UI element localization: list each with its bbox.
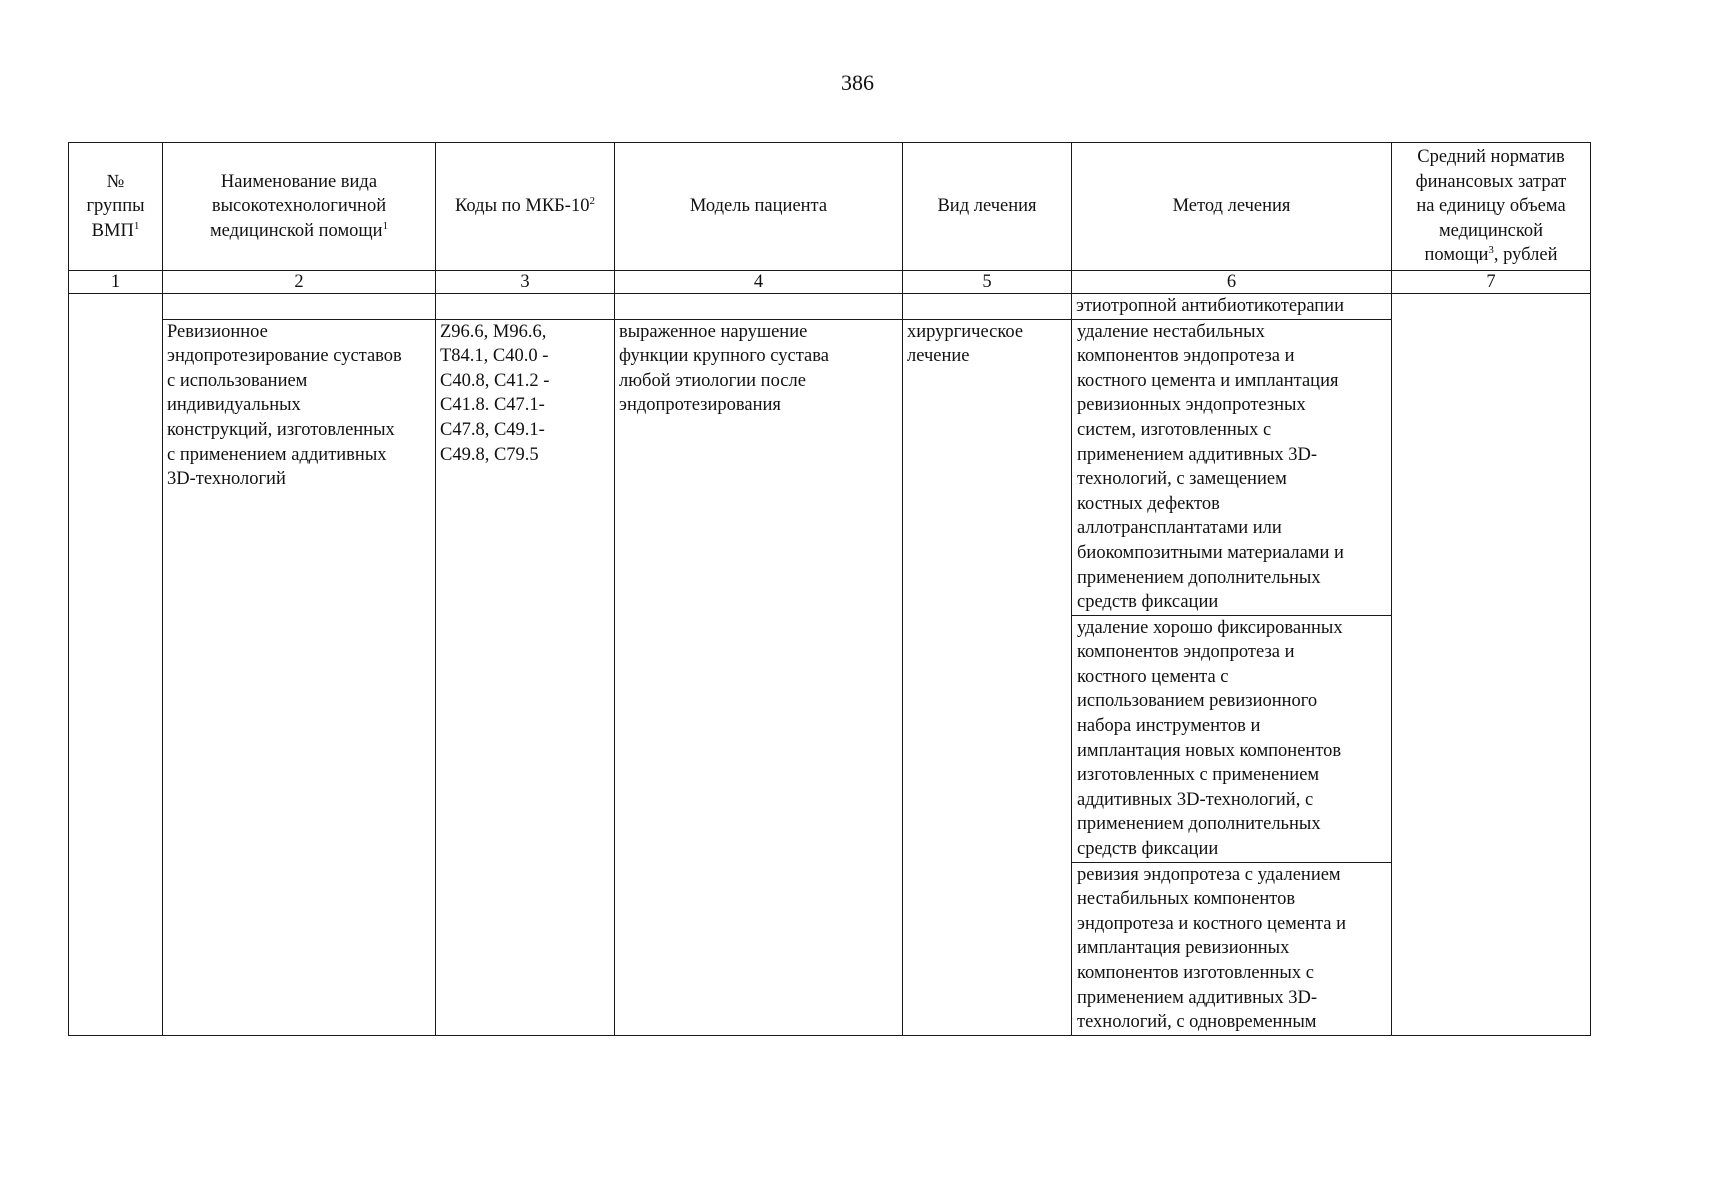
column-number: 3 [436, 270, 615, 293]
column-number-row [69, 270, 1591, 293]
column-number: 4 [615, 270, 903, 293]
method-item: ревизия эндопротеза с удалением нестабильных компонентов эндопротеза и костного цемента и имплантация ревизионных компонентов изготовленных с применением аддитивных 3D- технологий, с одновременным [1077, 864, 1347, 1033]
column-number: 2 [163, 270, 436, 293]
column-number: 7 [1392, 270, 1591, 293]
continuation-row [69, 293, 1591, 319]
cell-empty [163, 293, 436, 319]
column-number: 5 [903, 270, 1072, 293]
method-item: удаление хорошо фиксированных компонентов эндопротеза и костного цемента с использованием ревизионного набора инструментов и имплантация новых компонентов изготовленных с применением аддитивных 3D-технологий, с применением дополнительных средств фиксации [1072, 616, 1391, 863]
table-row [69, 319, 1591, 1035]
cell-empty [615, 293, 903, 319]
cell-group-number [69, 293, 163, 1035]
cell-treatment-methods [1072, 319, 1392, 1035]
cell-treatment-type: хирургическое лечение [903, 319, 1072, 1035]
cell-icd-codes: Z96.6, M96.6, T84.1, C40.0 - C40.8, C41.2 - C41.8. C47.1- C47.8, C49.1- C49.8, C79.5 [436, 319, 615, 1035]
cell-patient-model: выраженное нарушение функции крупного сустава любой этиологии после эндопротезирования [615, 319, 903, 1035]
cell-empty [903, 293, 1072, 319]
column-number: 6 [1072, 270, 1392, 293]
header-patient-model: Модель пациента [615, 143, 903, 271]
page-number: 386 [841, 70, 874, 95]
header-group-number: № группы ВМП$^1$ [69, 143, 163, 271]
header-cost-norm: Средний норматив финансовых затрат на единицу объема медицинской помощи$^3$, рублей [1392, 143, 1591, 271]
cell-cost-norm [1392, 293, 1591, 1035]
header-treatment-type: Вид лечения [903, 143, 1072, 271]
cell-empty [436, 293, 615, 319]
header-treatment-method: Метод лечения [1072, 143, 1392, 271]
cell-care-type: Ревизионное эндопротезирование суставов с использованием индивидуальных конструкций, изготовленных с применением аддитивных 3D-технологий [163, 319, 436, 1035]
header-care-type: Наименование вида высокотехнологичной медицинской помощи$^1$ [163, 143, 436, 271]
header-row [69, 143, 1591, 271]
column-number: 1 [69, 270, 163, 293]
header-icd-codes: Коды по МКБ-$10^2$ [436, 143, 615, 271]
method-item: удаление нестабильных компонентов эндопротеза и костного цемента и имплантация ревизионных эндопротезных систем, изготовленных с применением аддитивных 3D- технологий, с замещением костных дефектов аллотрансплантатами или биокомпозитными материалами и применением дополнительных средств фиксации [1072, 320, 1391, 616]
vmp-table [68, 142, 1591, 1036]
cell-method-continuation: этиотропной антибиотикотерапии [1072, 293, 1392, 319]
